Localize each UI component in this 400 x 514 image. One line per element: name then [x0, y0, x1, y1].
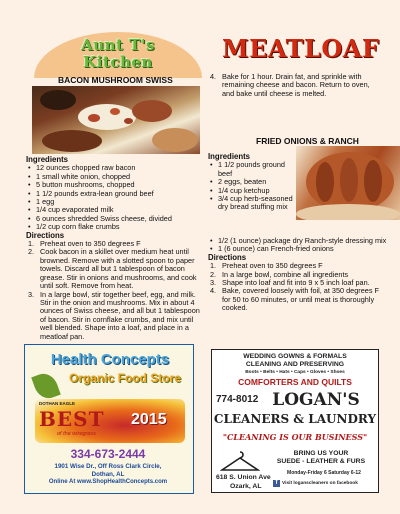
step-text: Cook bacon in a skillet over medium heat until browned. Remove with a slotted spoon to paper towels. Discard all but 1 tablespoon of bacon grease. Stir in onions and mushrooms, and cook until soft. Remove from heat.	[40, 247, 197, 291]
recipe2-ingredients-list	[208, 161, 300, 211]
recipe2-ingredients	[208, 153, 300, 212]
direction-step	[208, 73, 380, 98]
address-line-2: Dothan, AL	[91, 471, 125, 478]
slogan: "CLEANING IS OUR BUSINESS"	[222, 432, 368, 442]
logo-line-1: Aunt T's	[81, 36, 155, 54]
step-text: Preheat oven to 350 degrees F	[40, 239, 141, 249]
recipe2-body	[208, 237, 388, 313]
recipe1-title: BACON MUSHROOM SWISS	[58, 75, 173, 85]
step-number: 4.	[210, 72, 217, 81]
wedding-gowns-line: WEDDING GOWNS & FORMALS	[243, 353, 347, 360]
recipe2-ingredients-list-cont	[208, 237, 388, 254]
logans-address-2: Ozark, AL	[230, 483, 262, 490]
ingredient-item: • 1 1/2 pounds ground beef	[208, 161, 300, 178]
ingredient-item: • 1/2 (1 ounce) package dry Ranch-style dressing mix	[208, 237, 388, 245]
step-number: 2.	[210, 269, 217, 279]
ingredient-item: • 1/4 cup evaporated milk	[26, 206, 206, 214]
recipe1-directions-continued	[208, 73, 380, 98]
logo-line-2: Kitchen	[83, 53, 153, 71]
step-text: In a large bowl, stir together beef, egg, and milk. Stir in the onion and mushrooms. Mix in about 4 ounces of Swiss cheese, and all but 1 tablespoon of bacon. Stir in cornflake crumbs, and mix until well blended. Shape into a loaf, and place in a meatloaf pan.	[40, 289, 200, 341]
best-word: BEST	[39, 407, 105, 431]
online-url: Online At www.ShopHealthConcepts.com	[48, 479, 168, 485]
ingredient-item: • 6 ounces shredded Swiss cheese, divided	[26, 215, 206, 223]
ingredient-item: • 2 eggs, beaten	[208, 178, 300, 186]
ingredient-item: • 1 small white onion, chopped	[26, 173, 206, 181]
recipe1-directions-heading: Directions	[26, 230, 65, 240]
facebook-text[interactable]: Visit loganscleaners on facebook	[282, 481, 358, 486]
bacon-meatloaf-photo	[32, 86, 200, 154]
ingredient-item: • 12 ounces chopped raw bacon	[26, 164, 206, 172]
direction-step	[26, 291, 206, 341]
step-number: 3.	[28, 289, 35, 299]
step-text: Shape into loaf and fit into 9 x 5 inch loaf pan.	[222, 278, 370, 288]
step-text: Preheat oven to 350 degrees F	[222, 261, 323, 271]
step-number: 1.	[210, 261, 217, 271]
best-small-text: DOTHAN EAGLE	[39, 401, 75, 406]
ingredient-item: • 1 (6 ounce) can French-fried onions	[208, 245, 388, 253]
suede-leather-line: SUEDE - LEATHER & FURS	[276, 458, 366, 465]
recipe2-directions-heading: Directions	[208, 252, 247, 262]
best-of-text: of the wiregrass	[57, 431, 96, 437]
direction-step	[26, 248, 206, 290]
recipe1-body	[26, 156, 206, 341]
step-number: 4.	[210, 286, 217, 296]
leaf-icon	[31, 370, 61, 402]
ingredient-item: • 1 egg	[26, 198, 206, 206]
logans-name: LOGAN'S	[272, 390, 360, 410]
ingredient-item: • 1 1/2 pounds extra-lean ground beef	[26, 190, 206, 198]
address-line-1: 1901 Wise Dr., Off Ross Clark Circle,	[54, 463, 162, 470]
ingredient-item: • 1/2 cup corn flake crumbs	[26, 223, 206, 231]
recipe2-ingredients-heading: Ingredients	[208, 152, 251, 161]
direction-step	[208, 287, 388, 312]
services-line: Boots • Belts • Hats • Caps • Gloves • Shoes	[245, 370, 345, 375]
recipe1-directions-list	[26, 240, 206, 341]
recipe1-continued	[208, 73, 380, 98]
phone-number: 334-673-2444	[70, 447, 146, 461]
best-year: 2015	[131, 411, 167, 428]
ingredient-item: • 5 button mushrooms, chopped	[26, 181, 206, 189]
recipe2-directions-list	[208, 262, 388, 312]
step-number: 2.	[28, 247, 35, 257]
logans-address-1: 618 S. Union Ave	[216, 474, 271, 481]
recipe1-ingredients-list	[26, 164, 206, 231]
facebook-icon: f	[273, 480, 280, 487]
step-text: Bake, covered loosely with foil, at 350 degrees F for 50 to 60 minutes, or until meat is thoroughly cooked.	[222, 286, 379, 313]
step-number: 3.	[210, 278, 217, 288]
recipe2-title: FRIED ONIONS & RANCH	[256, 136, 359, 146]
hanger-icon	[220, 448, 260, 474]
bring-us-line: BRING US YOUR	[293, 450, 349, 457]
fried-onion-meatloaf-photo	[296, 146, 400, 220]
ingredient-item: • 1/4 cup ketchup	[208, 187, 300, 195]
step-text: In a large bowl, combine all ingredients	[222, 269, 349, 279]
page-title: MEATLOAF	[222, 34, 380, 63]
cleaning-preserving-line: CLEANING AND PRESERVING	[245, 361, 345, 368]
step-number: 1.	[28, 239, 35, 249]
recipe1-ingredients-heading: Ingredients	[26, 155, 69, 164]
cleaners-laundry: CLEANERS & LAUNDRY	[213, 412, 377, 426]
logans-cleaners-ad	[211, 349, 379, 493]
logans-phone: 774-8012	[216, 394, 259, 405]
health-concepts-title: Health Concepts	[50, 351, 170, 368]
ingredient-item: • 3/4 cup herb-seasoned dry bread stuffing mix	[208, 195, 300, 212]
step-text: Bake for 1 hour. Drain fat, and sprinkle with remaining cheese and bacon. Return to oven, and bake until cheese is melted.	[222, 72, 370, 98]
best-of-badge	[35, 399, 185, 443]
organic-food-store-text: Organic Food Store	[68, 371, 181, 385]
comforters-line: COMFORTERS AND QUILTS	[238, 377, 352, 387]
hours-line: Monday-Friday 6 Saturday 6-12	[287, 470, 361, 476]
health-concepts-ad	[24, 344, 194, 494]
aunt-ts-kitchen-logo	[34, 32, 202, 78]
